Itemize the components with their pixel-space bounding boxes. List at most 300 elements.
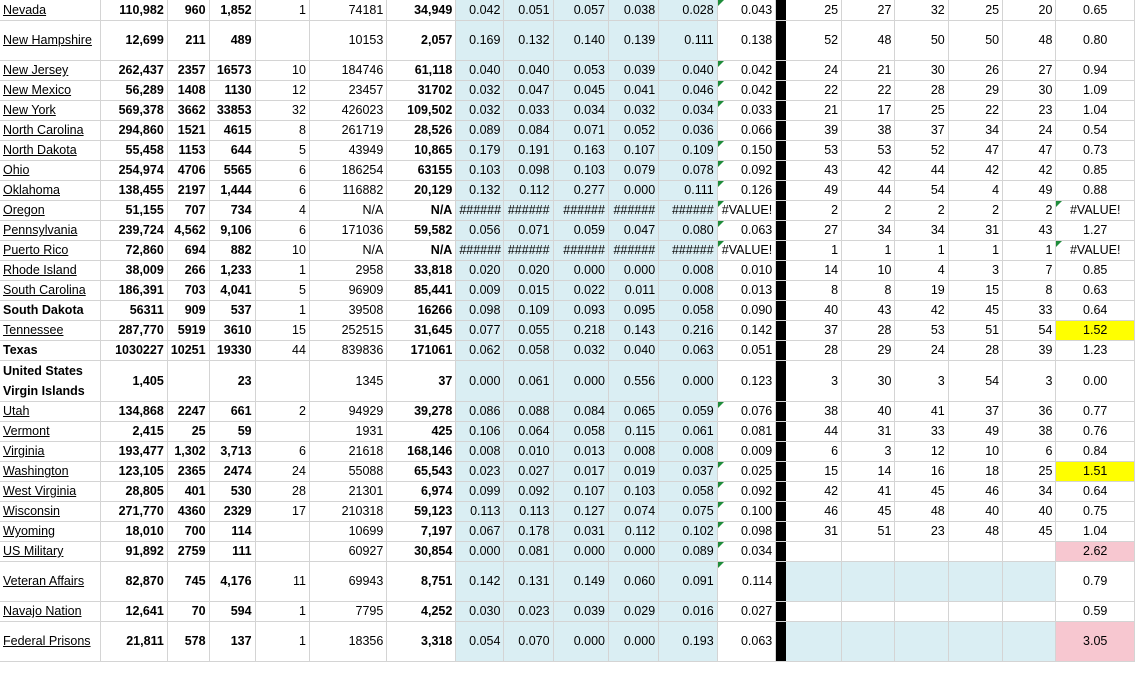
ratio-cell[interactable]: 1.09 <box>1056 80 1135 100</box>
value-cell[interactable]: 0.033 <box>717 100 776 120</box>
value-cell[interactable]: 24 <box>1003 120 1056 140</box>
value-cell[interactable] <box>948 541 1002 561</box>
value-cell[interactable]: 537 <box>209 300 255 320</box>
value-cell[interactable]: 0.088 <box>504 401 553 421</box>
value-cell[interactable]: 594 <box>209 601 255 621</box>
value-cell[interactable]: 0.037 <box>659 461 718 481</box>
value-cell[interactable]: 4,041 <box>209 280 255 300</box>
value-cell[interactable]: 184746 <box>309 60 386 80</box>
value-cell[interactable]: 0.013 <box>553 441 608 461</box>
value-cell[interactable]: 0.045 <box>553 80 608 100</box>
value-cell[interactable]: 50 <box>895 20 948 60</box>
value-cell[interactable]: 0.098 <box>717 521 776 541</box>
value-cell[interactable]: 25 <box>948 0 1002 20</box>
value-cell[interactable]: 426023 <box>309 100 386 120</box>
value-cell[interactable]: 0.114 <box>717 561 776 601</box>
value-cell[interactable]: 10,865 <box>387 140 456 160</box>
value-cell[interactable]: 262,437 <box>100 60 167 80</box>
value-cell[interactable]: 31 <box>948 220 1002 240</box>
value-cell[interactable]: 19 <box>895 280 948 300</box>
value-cell[interactable]: 17 <box>842 100 895 120</box>
value-cell[interactable]: 45 <box>1003 521 1056 541</box>
value-cell[interactable]: 65,543 <box>387 461 456 481</box>
value-cell[interactable]: 0.092 <box>504 481 553 501</box>
value-cell[interactable]: 271,770 <box>100 501 167 521</box>
value-cell[interactable]: 34 <box>1003 481 1056 501</box>
value-cell[interactable]: 909 <box>167 300 209 320</box>
value-cell[interactable]: 0.000 <box>608 621 658 661</box>
value-cell[interactable]: ###### <box>608 200 658 220</box>
value-cell[interactable]: 0.000 <box>608 260 658 280</box>
value-cell[interactable]: 42 <box>785 481 841 501</box>
value-cell[interactable]: 193,477 <box>100 441 167 461</box>
value-cell[interactable]: 0.106 <box>456 421 504 441</box>
value-cell[interactable]: 31,645 <box>387 320 456 340</box>
value-cell[interactable]: 0.138 <box>717 20 776 60</box>
value-cell[interactable]: 91,892 <box>100 541 167 561</box>
value-cell[interactable]: N/A <box>387 200 456 220</box>
value-cell[interactable]: 0.071 <box>553 120 608 140</box>
value-cell[interactable]: 0.066 <box>717 120 776 140</box>
value-cell[interactable]: 14 <box>785 260 841 280</box>
value-cell[interactable]: 44 <box>895 160 948 180</box>
value-cell[interactable]: 0.091 <box>659 561 718 601</box>
value-cell[interactable]: 29 <box>842 340 895 360</box>
value-cell[interactable]: 0.193 <box>659 621 718 661</box>
value-cell[interactable]: 19330 <box>209 340 255 360</box>
value-cell[interactable]: 8,751 <box>387 561 456 601</box>
value-cell[interactable]: 0.126 <box>717 180 776 200</box>
value-cell[interactable]: 0.047 <box>504 80 553 100</box>
value-cell[interactable]: 38,009 <box>100 260 167 280</box>
value-cell[interactable]: ###### <box>608 240 658 260</box>
value-cell[interactable] <box>785 541 841 561</box>
value-cell[interactable]: 85,441 <box>387 280 456 300</box>
value-cell[interactable]: 0.008 <box>659 260 718 280</box>
value-cell[interactable]: 10699 <box>309 521 386 541</box>
value-cell[interactable]: 1 <box>895 240 948 260</box>
value-cell[interactable]: 0.100 <box>717 501 776 521</box>
value-cell[interactable]: 3610 <box>209 320 255 340</box>
value-cell[interactable]: 1 <box>255 300 309 320</box>
value-cell[interactable]: 0.092 <box>717 481 776 501</box>
value-cell[interactable]: 171061 <box>387 340 456 360</box>
value-cell[interactable]: 0.009 <box>456 280 504 300</box>
value-cell[interactable] <box>895 561 948 601</box>
value-cell[interactable]: 7795 <box>309 601 386 621</box>
value-cell[interactable]: 12,641 <box>100 601 167 621</box>
value-cell[interactable]: 1 <box>948 240 1002 260</box>
ratio-cell[interactable]: 0.76 <box>1056 421 1135 441</box>
value-cell[interactable]: 33 <box>895 421 948 441</box>
ratio-cell[interactable]: 0.63 <box>1056 280 1135 300</box>
value-cell[interactable]: 569,378 <box>100 100 167 120</box>
value-cell[interactable] <box>1003 541 1056 561</box>
value-cell[interactable]: 16 <box>895 461 948 481</box>
value-cell[interactable]: 0.057 <box>553 0 608 20</box>
value-cell[interactable] <box>895 621 948 661</box>
row-label-cell[interactable]: Virginia <box>0 441 100 461</box>
value-cell[interactable]: 2 <box>895 200 948 220</box>
value-cell[interactable]: 22 <box>842 80 895 100</box>
value-cell[interactable]: 18,010 <box>100 521 167 541</box>
value-cell[interactable]: 0.071 <box>504 220 553 240</box>
value-cell[interactable]: 1,405 <box>100 360 167 401</box>
row-label-cell[interactable]: New Jersey <box>0 60 100 80</box>
value-cell[interactable]: 2329 <box>209 501 255 521</box>
value-cell[interactable]: 6 <box>255 180 309 200</box>
value-cell[interactable]: 1 <box>255 0 309 20</box>
row-label-cell[interactable]: Nevada <box>0 0 100 20</box>
value-cell[interactable]: 0.042 <box>717 60 776 80</box>
value-cell[interactable]: 72,860 <box>100 240 167 260</box>
value-cell[interactable]: 34 <box>948 120 1002 140</box>
value-cell[interactable]: 960 <box>167 0 209 20</box>
ratio-cell[interactable]: 3.05 <box>1056 621 1135 661</box>
value-cell[interactable]: 40 <box>842 401 895 421</box>
value-cell[interactable]: 114 <box>209 521 255 541</box>
value-cell[interactable]: 43 <box>785 160 841 180</box>
value-cell[interactable]: 39 <box>785 120 841 140</box>
value-cell[interactable]: 0.086 <box>456 401 504 421</box>
value-cell[interactable]: 20,129 <box>387 180 456 200</box>
row-label-cell[interactable]: South Dakota <box>0 300 100 320</box>
value-cell[interactable]: 37 <box>948 401 1002 421</box>
value-cell[interactable]: 38 <box>785 401 841 421</box>
value-cell[interactable]: 4706 <box>167 160 209 180</box>
value-cell[interactable]: 109,502 <box>387 100 456 120</box>
value-cell[interactable]: 94929 <box>309 401 386 421</box>
value-cell[interactable]: 48 <box>948 521 1002 541</box>
value-cell[interactable]: 4 <box>255 200 309 220</box>
value-cell[interactable]: 0.040 <box>456 60 504 80</box>
ratio-cell[interactable]: 1.27 <box>1056 220 1135 240</box>
value-cell[interactable]: 22 <box>785 80 841 100</box>
value-cell[interactable]: 24 <box>785 60 841 80</box>
value-cell[interactable]: 0.025 <box>717 461 776 481</box>
value-cell[interactable]: 82,870 <box>100 561 167 601</box>
value-cell[interactable]: 0.042 <box>717 80 776 100</box>
value-cell[interactable]: 8 <box>842 280 895 300</box>
value-cell[interactable]: 1 <box>785 240 841 260</box>
value-cell[interactable]: 48 <box>842 20 895 60</box>
value-cell[interactable]: 45 <box>948 300 1002 320</box>
row-label-cell[interactable]: Tennessee <box>0 320 100 340</box>
value-cell[interactable]: 7,197 <box>387 521 456 541</box>
value-cell[interactable]: 0.058 <box>659 300 718 320</box>
value-cell[interactable]: 3,318 <box>387 621 456 661</box>
value-cell[interactable]: 1408 <box>167 80 209 100</box>
value-cell[interactable]: 0.017 <box>553 461 608 481</box>
value-cell[interactable]: 2,415 <box>100 421 167 441</box>
value-cell[interactable]: 51 <box>948 320 1002 340</box>
ratio-cell[interactable]: 0.64 <box>1056 300 1135 320</box>
value-cell[interactable]: 0.008 <box>608 441 658 461</box>
value-cell[interactable]: 30 <box>1003 80 1056 100</box>
value-cell[interactable]: 69943 <box>309 561 386 601</box>
value-cell[interactable]: 0.023 <box>504 601 553 621</box>
value-cell[interactable]: 401 <box>167 481 209 501</box>
value-cell[interactable]: 10 <box>255 240 309 260</box>
value-cell[interactable]: 30 <box>842 360 895 401</box>
value-cell[interactable]: 0.084 <box>504 120 553 140</box>
value-cell[interactable]: 0.178 <box>504 521 553 541</box>
value-cell[interactable]: 0.065 <box>608 401 658 421</box>
value-cell[interactable]: 0.062 <box>456 340 504 360</box>
value-cell[interactable]: 123,105 <box>100 461 167 481</box>
value-cell[interactable]: 0.111 <box>659 20 718 60</box>
value-cell[interactable]: 6 <box>1003 441 1056 461</box>
value-cell[interactable]: 0.093 <box>553 300 608 320</box>
value-cell[interactable]: 21 <box>785 100 841 120</box>
value-cell[interactable] <box>785 561 841 601</box>
value-cell[interactable]: 1345 <box>309 360 386 401</box>
value-cell[interactable]: 28 <box>255 481 309 501</box>
value-cell[interactable]: 21,811 <box>100 621 167 661</box>
value-cell[interactable]: 0.067 <box>456 521 504 541</box>
value-cell[interactable]: 261719 <box>309 120 386 140</box>
value-cell[interactable]: 530 <box>209 481 255 501</box>
row-label-cell[interactable]: South Carolina <box>0 280 100 300</box>
value-cell[interactable]: 21301 <box>309 481 386 501</box>
value-cell[interactable]: 40 <box>948 501 1002 521</box>
value-cell[interactable]: 2 <box>785 200 841 220</box>
value-cell[interactable]: 55,458 <box>100 140 167 160</box>
value-cell[interactable]: 0.054 <box>456 621 504 661</box>
value-cell[interactable]: 0.059 <box>553 220 608 240</box>
value-cell[interactable]: 26 <box>948 60 1002 80</box>
value-cell[interactable]: 25 <box>895 100 948 120</box>
value-cell[interactable]: 0.095 <box>608 300 658 320</box>
value-cell[interactable]: 18 <box>948 461 1002 481</box>
value-cell[interactable]: 31 <box>842 421 895 441</box>
value-cell[interactable]: 1030227 <box>100 340 167 360</box>
value-cell[interactable]: 734 <box>209 200 255 220</box>
value-cell[interactable]: 110,982 <box>100 0 167 20</box>
value-cell[interactable]: 1 <box>255 260 309 280</box>
value-cell[interactable]: 186254 <box>309 160 386 180</box>
ratio-cell[interactable]: 0.88 <box>1056 180 1135 200</box>
value-cell[interactable]: 70 <box>167 601 209 621</box>
value-cell[interactable]: 23 <box>895 521 948 541</box>
value-cell[interactable]: N/A <box>387 240 456 260</box>
value-cell[interactable]: 1 <box>842 240 895 260</box>
value-cell[interactable]: 38 <box>1003 421 1056 441</box>
value-cell[interactable]: 30,854 <box>387 541 456 561</box>
value-cell[interactable]: 49 <box>785 180 841 200</box>
value-cell[interactable]: 0.047 <box>608 220 658 240</box>
value-cell[interactable]: 40 <box>785 300 841 320</box>
value-cell[interactable]: 44 <box>842 180 895 200</box>
value-cell[interactable]: 2474 <box>209 461 255 481</box>
value-cell[interactable]: 0.000 <box>553 260 608 280</box>
value-cell[interactable]: 137 <box>209 621 255 661</box>
value-cell[interactable]: 4 <box>895 260 948 280</box>
value-cell[interactable]: 30 <box>895 60 948 80</box>
value-cell[interactable]: 54 <box>948 360 1002 401</box>
ratio-cell[interactable]: 1.23 <box>1056 340 1135 360</box>
value-cell[interactable]: 1931 <box>309 421 386 441</box>
value-cell[interactable]: 16266 <box>387 300 456 320</box>
value-cell[interactable]: 6,974 <box>387 481 456 501</box>
value-cell[interactable]: ###### <box>456 200 504 220</box>
value-cell[interactable]: 0.029 <box>608 601 658 621</box>
value-cell[interactable]: 6 <box>255 220 309 240</box>
value-cell[interactable]: 0.089 <box>659 541 718 561</box>
value-cell[interactable]: 4360 <box>167 501 209 521</box>
value-cell[interactable]: 0.112 <box>608 521 658 541</box>
value-cell[interactable]: 0.191 <box>504 140 553 160</box>
value-cell[interactable]: 8 <box>255 120 309 140</box>
value-cell[interactable]: 15 <box>785 461 841 481</box>
value-cell[interactable]: 0.074 <box>608 501 658 521</box>
row-label-cell[interactable]: New York <box>0 100 100 120</box>
value-cell[interactable]: 34,949 <box>387 0 456 20</box>
value-cell[interactable]: 12 <box>255 80 309 100</box>
value-cell[interactable]: 0.142 <box>717 320 776 340</box>
value-cell[interactable]: 23 <box>1003 100 1056 120</box>
value-cell[interactable]: 0.099 <box>456 481 504 501</box>
value-cell[interactable] <box>895 541 948 561</box>
value-cell[interactable]: 39 <box>1003 340 1056 360</box>
value-cell[interactable]: 6 <box>255 441 309 461</box>
value-cell[interactable]: 0.000 <box>608 541 658 561</box>
value-cell[interactable]: 0.040 <box>608 340 658 360</box>
value-cell[interactable]: 3 <box>948 260 1002 280</box>
value-cell[interactable]: 16573 <box>209 60 255 80</box>
value-cell[interactable]: 0.103 <box>608 481 658 501</box>
value-cell[interactable]: ###### <box>659 240 718 260</box>
value-cell[interactable]: 28 <box>785 340 841 360</box>
value-cell[interactable]: 33,818 <box>387 260 456 280</box>
value-cell[interactable]: 0.109 <box>659 140 718 160</box>
value-cell[interactable]: 37 <box>895 120 948 140</box>
value-cell[interactable]: 43 <box>842 300 895 320</box>
value-cell[interactable] <box>167 360 209 401</box>
value-cell[interactable]: 252515 <box>309 320 386 340</box>
value-cell[interactable]: 0.010 <box>504 441 553 461</box>
value-cell[interactable]: N/A <box>309 200 386 220</box>
value-cell[interactable]: 254,974 <box>100 160 167 180</box>
value-cell[interactable]: 25 <box>1003 461 1056 481</box>
row-label-cell[interactable]: Oregon <box>0 200 100 220</box>
value-cell[interactable]: 53 <box>842 140 895 160</box>
value-cell[interactable]: 0.027 <box>504 461 553 481</box>
value-cell[interactable]: 41 <box>895 401 948 421</box>
value-cell[interactable]: 700 <box>167 521 209 541</box>
value-cell[interactable]: 239,724 <box>100 220 167 240</box>
value-cell[interactable]: 0.000 <box>553 360 608 401</box>
value-cell[interactable]: 2958 <box>309 260 386 280</box>
value-cell[interactable]: 41 <box>842 481 895 501</box>
value-cell[interactable]: 1130 <box>209 80 255 100</box>
value-cell[interactable]: 0.020 <box>504 260 553 280</box>
value-cell[interactable]: 3662 <box>167 100 209 120</box>
value-cell[interactable]: 0.032 <box>456 100 504 120</box>
value-cell[interactable]: 51,155 <box>100 200 167 220</box>
value-cell[interactable]: 0.163 <box>553 140 608 160</box>
value-cell[interactable]: 10 <box>255 60 309 80</box>
value-cell[interactable]: 0.179 <box>456 140 504 160</box>
value-cell[interactable]: 1,233 <box>209 260 255 280</box>
value-cell[interactable]: 0.131 <box>504 561 553 601</box>
value-cell[interactable]: 56311 <box>100 300 167 320</box>
value-cell[interactable]: 11 <box>255 561 309 601</box>
value-cell[interactable]: 59 <box>209 421 255 441</box>
value-cell[interactable] <box>255 521 309 541</box>
value-cell[interactable]: 45 <box>842 501 895 521</box>
value-cell[interactable]: 0.111 <box>659 180 718 200</box>
ratio-cell[interactable]: 0.64 <box>1056 481 1135 501</box>
value-cell[interactable]: 0.081 <box>504 541 553 561</box>
value-cell[interactable]: 37 <box>387 360 456 401</box>
value-cell[interactable]: 50 <box>948 20 1002 60</box>
value-cell[interactable]: 37 <box>785 320 841 340</box>
value-cell[interactable]: 4,252 <box>387 601 456 621</box>
value-cell[interactable]: 0.056 <box>456 220 504 240</box>
value-cell[interactable] <box>1003 601 1056 621</box>
ratio-cell[interactable]: #VALUE! <box>1056 240 1135 260</box>
value-cell[interactable]: 25 <box>785 0 841 20</box>
row-label-cell[interactable]: Utah <box>0 401 100 421</box>
value-cell[interactable]: 0.060 <box>608 561 658 601</box>
value-cell[interactable]: 661 <box>209 401 255 421</box>
value-cell[interactable]: 3 <box>1003 360 1056 401</box>
value-cell[interactable]: 27 <box>842 0 895 20</box>
value-cell[interactable]: 96909 <box>309 280 386 300</box>
value-cell[interactable]: 32 <box>895 0 948 20</box>
value-cell[interactable] <box>255 360 309 401</box>
value-cell[interactable]: 0.107 <box>608 140 658 160</box>
value-cell[interactable]: 0.556 <box>608 360 658 401</box>
value-cell[interactable]: 34 <box>895 220 948 240</box>
value-cell[interactable]: 17 <box>255 501 309 521</box>
value-cell[interactable]: 287,770 <box>100 320 167 340</box>
value-cell[interactable]: 2247 <box>167 401 209 421</box>
value-cell[interactable]: 55088 <box>309 461 386 481</box>
value-cell[interactable]: 0.032 <box>608 100 658 120</box>
value-cell[interactable]: 745 <box>167 561 209 601</box>
value-cell[interactable]: 0.063 <box>659 340 718 360</box>
value-cell[interactable]: 0.008 <box>659 280 718 300</box>
value-cell[interactable]: 31 <box>785 521 841 541</box>
value-cell[interactable]: 60927 <box>309 541 386 561</box>
value-cell[interactable]: 0.169 <box>456 20 504 60</box>
value-cell[interactable]: 2,057 <box>387 20 456 60</box>
value-cell[interactable]: 0.109 <box>504 300 553 320</box>
ratio-cell[interactable]: 0.00 <box>1056 360 1135 401</box>
value-cell[interactable]: 0.040 <box>659 60 718 80</box>
row-label-cell[interactable]: United States Virgin Islands <box>0 360 100 401</box>
value-cell[interactable]: 46 <box>785 501 841 521</box>
value-cell[interactable]: 21 <box>842 60 895 80</box>
value-cell[interactable]: 1,852 <box>209 0 255 20</box>
row-label-cell[interactable]: Washington <box>0 461 100 481</box>
value-cell[interactable]: 0.019 <box>608 461 658 481</box>
value-cell[interactable]: 2 <box>255 401 309 421</box>
value-cell[interactable]: 4 <box>948 180 1002 200</box>
value-cell[interactable]: 10 <box>842 260 895 280</box>
value-cell[interactable]: ###### <box>456 240 504 260</box>
value-cell[interactable]: 43 <box>1003 220 1056 240</box>
value-cell[interactable]: 10 <box>948 441 1002 461</box>
value-cell[interactable]: 33853 <box>209 100 255 120</box>
value-cell[interactable]: 0.090 <box>717 300 776 320</box>
row-label-cell[interactable]: Navajo Nation <box>0 601 100 621</box>
value-cell[interactable]: 0.016 <box>659 601 718 621</box>
value-cell[interactable]: 6 <box>785 441 841 461</box>
value-cell[interactable]: 10153 <box>309 20 386 60</box>
